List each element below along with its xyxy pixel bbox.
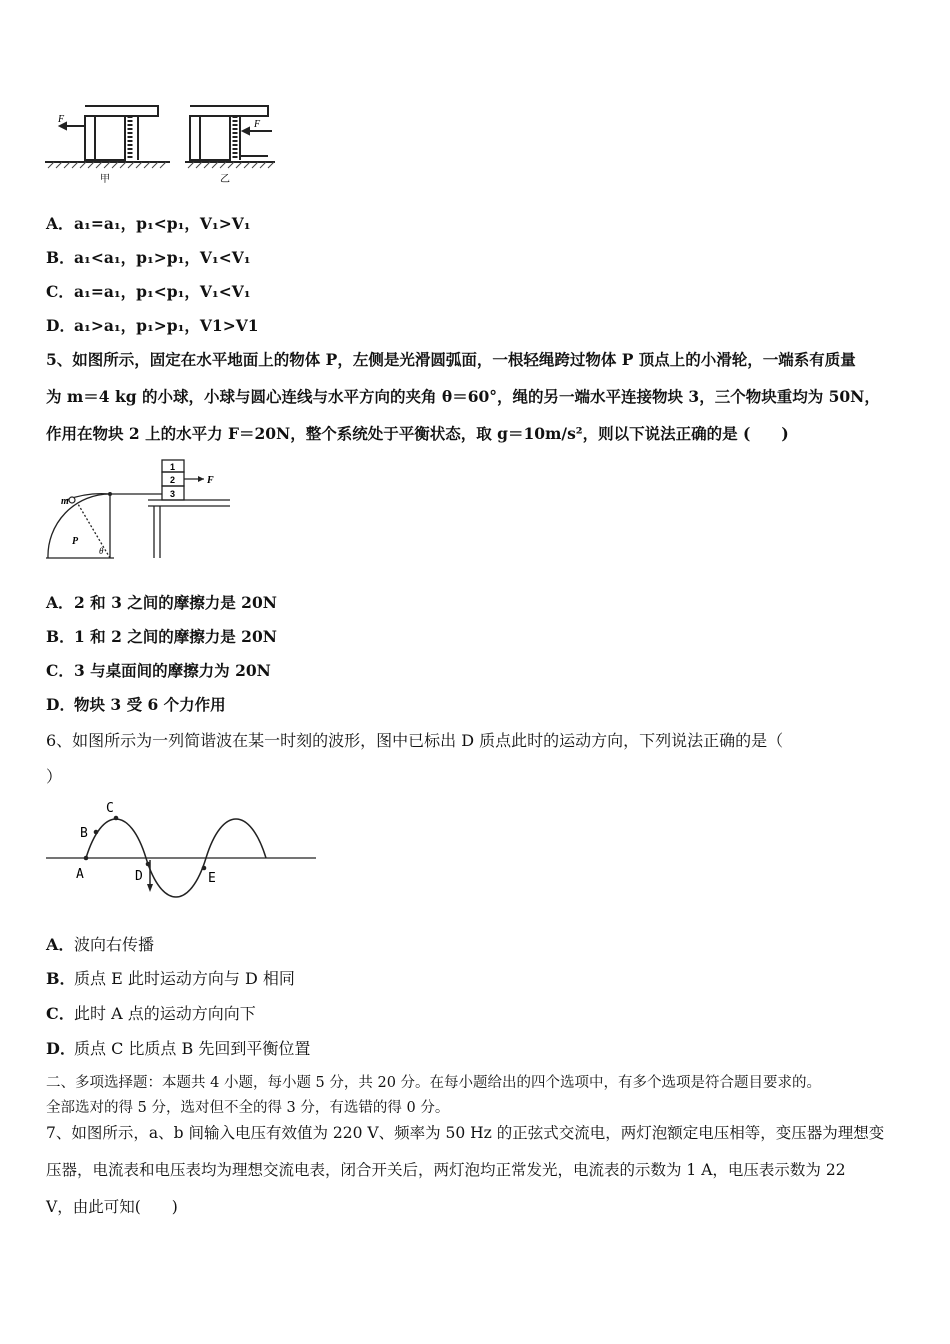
q4-option-b: B．a₁<a₁，p₁>p₁，V₁<V₁ xyxy=(46,248,251,267)
wave-point-e: E xyxy=(208,871,216,886)
q5-option-b: B．1 和 2 之间的摩擦力是 20N xyxy=(46,627,277,646)
q5-line-3: 作用在物块 2 上的水平力 F＝20N，整个系统处于平衡状态，取 g＝10m/s²，则以下说法正确的是 ( ) xyxy=(46,424,789,443)
wave-point-c: C xyxy=(106,801,114,816)
force-label: F xyxy=(207,475,214,486)
q7-line-1: 7、如图所示，a、b 间输入电压有效值为 220 V、频率为 50 Hz 的正弦式交流电，两灯泡额定电压相等，变压器为理想变 xyxy=(46,1124,885,1142)
label-yi: 乙 xyxy=(220,174,230,185)
force-label-jia: F xyxy=(58,114,65,125)
q5-option-c: C．3 与桌面间的摩擦力为 20N xyxy=(46,661,271,680)
block-3-label: 3 xyxy=(170,489,176,499)
q4-option-c: C．a₁=a₁，p₁<p₁，V₁<V₁ xyxy=(46,282,251,301)
figure-jia-yi xyxy=(40,98,280,188)
q4-option-d: D．a₁>a₁，p₁>p₁，V1>V1 xyxy=(46,316,259,335)
q5-line-2: 为 m＝4 kg 的小球，小球与圆心连线与水平方向的夹角 θ＝60°，绳的另一端水平连接物块 3，三个物块重均为 50N， xyxy=(46,387,880,406)
wave-point-a: A xyxy=(76,867,84,882)
block-1-label: 1 xyxy=(170,462,176,472)
section2-line-2: 全部选对的得 5 分，选对但不全的得 3 分，有选错的得 0 分。 xyxy=(46,1100,450,1116)
q5-option-d: D．物块 3 受 6 个力作用 xyxy=(46,695,226,714)
q7-line-3: V，由此可知( ) xyxy=(46,1198,178,1216)
force-label-yi: F xyxy=(254,119,261,130)
q4-option-a: A．a₁=a₁，p₁<p₁，V₁>V₁ xyxy=(46,214,251,233)
body-label: P xyxy=(72,536,79,547)
figure-wave xyxy=(40,796,330,916)
wave-point-b: B xyxy=(80,826,88,841)
angle-label: θ xyxy=(99,546,104,556)
q6-option-d: D．质点 C 比质点 B 先回到平衡位置 xyxy=(46,1039,311,1058)
q6-option-c: C．此时 A 点的运动方向向下 xyxy=(46,1004,256,1023)
q6-line-2: ） xyxy=(46,767,63,786)
q5-line-1: 5、如图所示，固定在水平地面上的物体 P，左侧是光滑圆弧面，一根轻绳跨过物体 P 顶点上的小滑轮，一端系有质量 xyxy=(46,350,856,369)
q5-option-a: A．2 和 3 之间的摩擦力是 20N xyxy=(46,593,277,612)
figure-q5 xyxy=(44,452,234,562)
q6-option-a: A．波向右传播 xyxy=(46,935,155,954)
q7-line-2: 压器，电流表和电压表均为理想交流电表，闭合开关后，两灯泡均正常发光，电流表的示数为 1 A，电压表示数为 22 xyxy=(46,1161,846,1179)
q6-option-b: B．质点 E 此时运动方向与 D 相同 xyxy=(46,969,295,988)
q6-line-1: 6、如图所示为一列简谐波在某一时刻的波形，图中已标出 D 质点此时的运动方向，下列说法正确的是（ xyxy=(46,731,784,750)
wave-point-d: D xyxy=(135,869,143,884)
block-2-label: 2 xyxy=(170,475,176,485)
section2-line-1: 二、多项选择题：本题共 4 小题，每小题 5 分，共 20 分。在每小题给出的四个选项中，有多个选项是符合题目要求的。 xyxy=(46,1075,822,1091)
label-jia: 甲 xyxy=(100,174,110,185)
mass-label: m xyxy=(61,496,69,507)
